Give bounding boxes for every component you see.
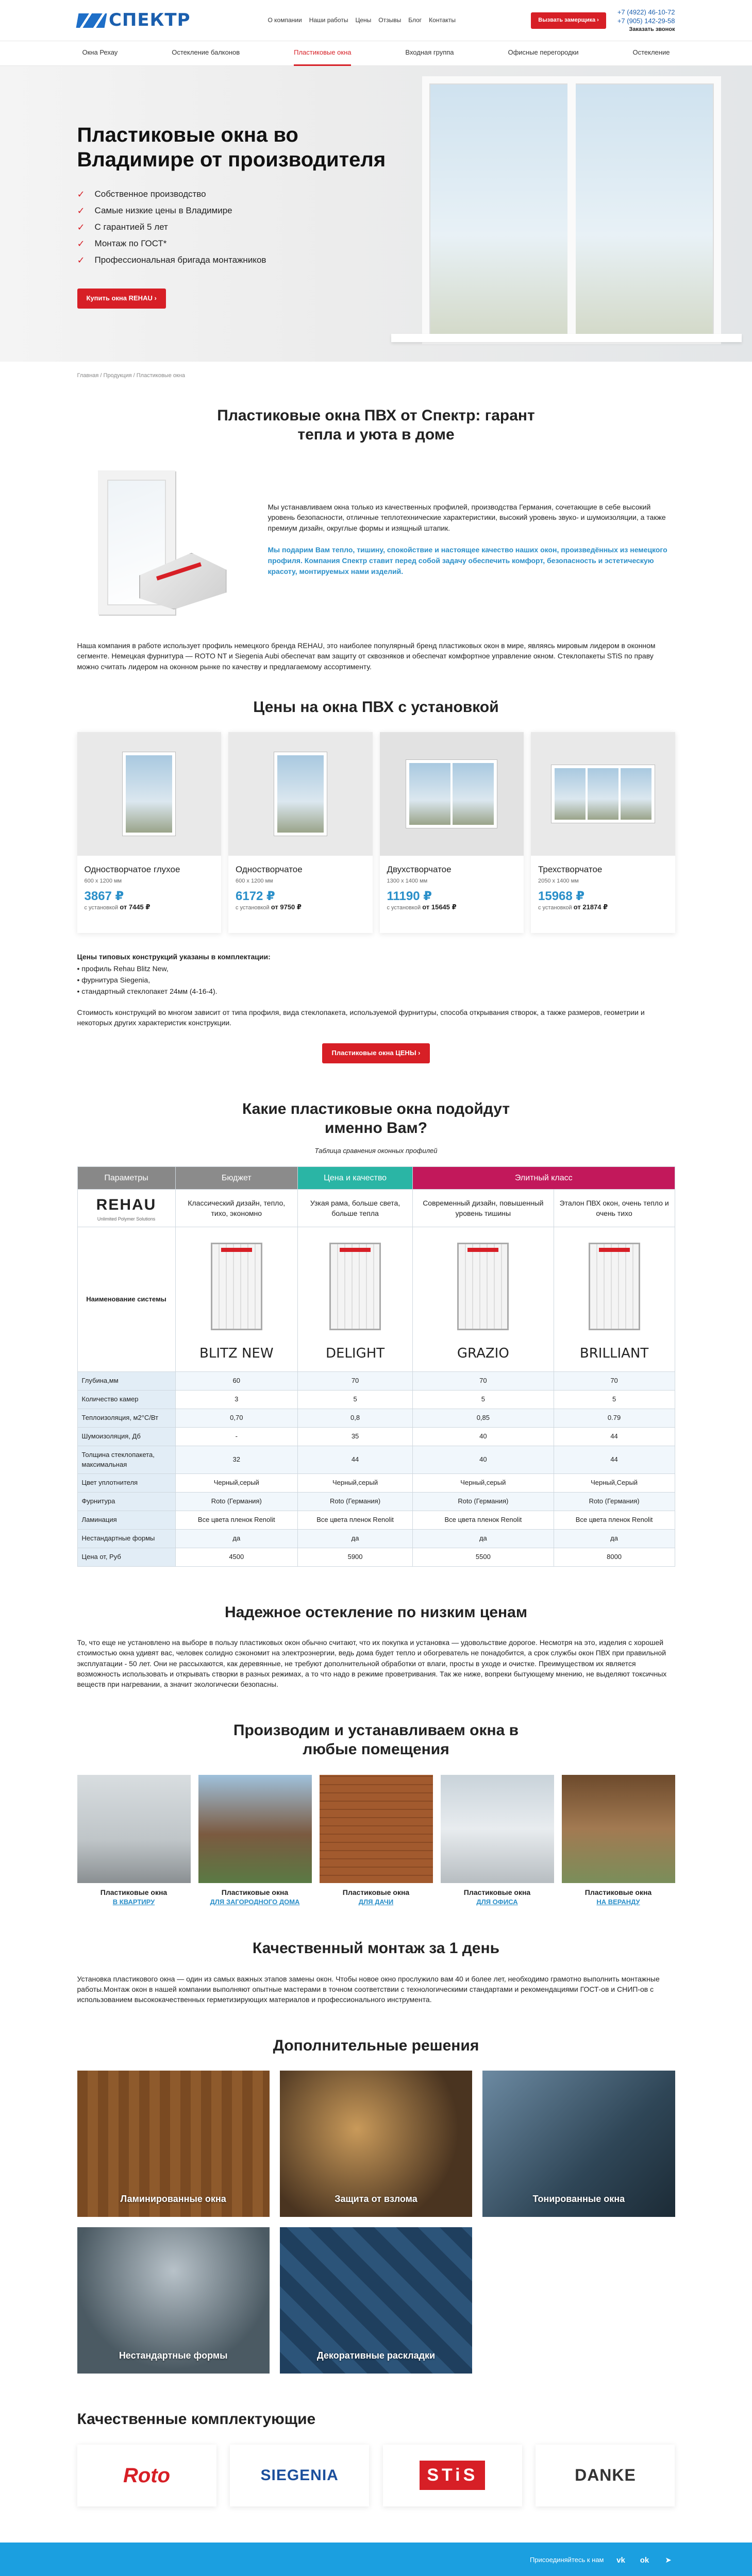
check-icon: ✓ [77,222,85,233]
arrow-right-icon: › [154,294,157,302]
compare-cell: 3 [175,1391,298,1409]
price-card-image [531,732,675,856]
compare-cell: Все цвета пленок Renolit [298,1511,413,1530]
compare-row-label: Глубина,мм [77,1372,175,1391]
social-bar [0,2543,752,2576]
intro-paragraph: Мы устанавливаем окна только из качественных профилей, производства Германия, сочетающие в себе высокий уровень безопасности, отличные теплотехнические характеристики, высокий уровень звуко- и шумоизоляции, а также премиум дизайн, округлые формы и изящный штапик. [268,502,666,532]
buy-rehau-button[interactable] [77,289,166,309]
logo-mark-icon [76,13,107,28]
compare-cell: да [175,1529,298,1548]
intro-brand-paragraph: Наша компания в работе использует профиль немецкого бренда REHAU, это наиболее популярный бренд пластиковых окон в мире, являясь мировым лидером в оконном сегменте. Немецкая фурнитура — ROTO NT и Siegenia Aubi обеспечат вам защиту от сквозняков и обеспечат комфортное управление окном. Стеклопакеты STiS по праву можно считать лидером на оконном рынке по качеству и предлагаемому ассортименту. [77,641,656,671]
room-card[interactable] [441,1775,554,1908]
compare-cell: 60 [175,1372,298,1391]
top-nav-works[interactable]: Наши работы [309,16,348,24]
price-card-install [236,903,365,912]
intro-highlight: Мы подарим Вам тепло, тишину, спокойствие и настоящее качество наших окон, произведённых из немецкого профиля. Компания Спектр ставит перед собой задачу обеспечить комфорт, безопасность и эстетическую красоту, монтируемых нами изделий. [268,545,667,575]
compare-row [77,1493,675,1511]
compare-cell: 0.79 [554,1409,675,1428]
price-card-install-label: с установкой [387,904,421,911]
price-card-install [538,903,668,912]
room-label: Пластиковые окна [100,1888,168,1896]
rooms-list [77,1775,675,1908]
compare-row-label: Количество камер [77,1391,175,1409]
compare-table [77,1166,675,1567]
compare-cell: 44 [554,1427,675,1446]
compare-row-label: Теплоизоляция, м2°С/Вт [77,1409,175,1428]
hero-window-sill [391,334,742,342]
brand-danke-logo: DANKE [575,2466,636,2485]
brand-siegenia[interactable] [230,2445,369,2506]
hero-banner [0,66,752,362]
compare-cell: Черный,Серый [554,1474,675,1493]
compare-cell: Roto (Германия) [175,1493,298,1511]
main-nav-plastic-windows[interactable]: Пластиковые окна [294,41,351,66]
header-phone-2[interactable]: +7 (905) 142-29-58 [617,16,675,25]
room-label: Пластиковые окна [584,1888,652,1896]
install-title: Качественный монтаж за 1 день [252,1940,500,1957]
check-icon: ✓ [77,189,85,199]
extras-title: Дополнительные решения [273,2037,479,2054]
compare-cell: 44 [298,1446,413,1474]
prices-button-label: Пластиковые окна ЦЕНЫ [331,1049,416,1057]
compare-title: Какие пластиковые окна подойдут именно Вам? [242,1100,510,1137]
hero-bullet-text: С гарантией 5 лет [94,222,168,232]
compare-subtitle: Таблица сравнения оконных профилей [314,1146,438,1155]
brand-roto-logo: Roto [123,2464,171,2487]
rehau-logo [77,1189,175,1227]
price-notes [77,952,675,1028]
price-notes-title: Цены типовых конструкций указаны в комплектации: [77,953,271,961]
top-nav-about[interactable]: О компании [268,16,302,24]
compare-head-mid: Цена и качество [298,1166,413,1189]
room-image [441,1775,554,1883]
room-image [562,1775,675,1883]
compare-row [77,1409,675,1428]
window-profile-image [77,460,247,630]
brand-danke[interactable] [536,2445,675,2506]
check-icon: ✓ [77,206,85,216]
room-link[interactable]: ДЛЯ ЗАГОРОДНОГО ДОМА [210,1898,300,1906]
brand-siegenia-logo: SIEGENIA [260,2466,339,2484]
breadcrumb: Главная / Продукция / Пластиковые окна [77,372,185,379]
call-measurer-label: Вызвать замерщика [538,17,596,24]
compare-cell: 44 [554,1446,675,1474]
price-card[interactable] [77,732,222,933]
compare-row [77,1548,675,1566]
price-card-install [85,903,214,912]
compare-row-label: Шумоизоляция, Дб [77,1427,175,1446]
extras-tile[interactable] [77,2071,270,2217]
system-cell [175,1227,298,1372]
compare-cell: 5 [554,1391,675,1409]
window-icon [123,752,175,836]
compare-cell: да [298,1529,413,1548]
price-card-name: Одностворчатое глухое [84,865,180,875]
main-nav-partitions[interactable]: Офисные перегородки [508,48,579,57]
price-card-size: 1300 х 1400 мм [387,877,428,884]
price-card-install-price: от 9750 ₽ [271,903,302,911]
system-cell [413,1227,554,1372]
hero-title: Пластиковые окна во Владимире от производителя [77,124,386,171]
compare-cell: 0,70 [175,1409,298,1428]
compare-cell: 35 [298,1427,413,1446]
room-image [320,1775,433,1883]
price-card-image [77,732,222,856]
glazing-text: То, что еще не установлено на выборе в пользу пластиковых окон обычно считают, что их покупка и установка — удовольствие дорогое. Несмотря на это, изделия с хорошей стоимостью окна удивят вас, человек солидно сэкономит на электроэнергии, ведь дома будет тепло и обогреватель не понадобится, а срок службы окон ПВХ при правильной эксплуатации - 50 лет. Они не рассыхаются, как деревянные, не требуют дополнительной обработки от влаги, просты в уходе и очистке. Преимуществом их является возможность использовать и открывать створки в разных режимах, а то что надо в режиме проветривания. Так же ниже, вопреки бытующему мнению, не выделяют токсичных веществ при нагревании, а значит экологически безопасны. [77,1638,667,1689]
compare-row [77,1511,675,1530]
compare-cell: да [554,1529,675,1548]
compare-head-elite: Элитный класс [413,1166,675,1189]
room-image [77,1775,191,1883]
compare-row-label: Нестандартные формы [77,1529,175,1548]
price-card-image [228,732,373,856]
check-icon: ✓ [77,239,85,249]
hero-bullet [77,221,675,234]
compare-cell: 40 [413,1427,554,1446]
room-link[interactable]: ДЛЯ ОФИСА [476,1898,518,1906]
compare-cell: 0,8 [298,1409,413,1428]
room-label: Пластиковые окна [463,1888,531,1896]
room-card[interactable] [320,1775,433,1908]
rooms-title: Производим и устанавливаем окна в любые помещения [233,1721,519,1758]
breadcrumb-products[interactable]: Продукция [103,372,132,379]
compare-cell: 32 [175,1446,298,1474]
rehau-logo-text: REHAU [96,1196,157,1213]
extras-empty [482,2227,675,2374]
compare-cell: Все цвета пленок Renolit [413,1511,554,1530]
extras-tile-label: Защита от взлома [335,2193,417,2204]
arrow-right-icon: › [418,1049,421,1057]
prices-button[interactable] [322,1043,429,1063]
price-note-cost: Стоимость конструкций во многом зависит от типа профиля, вида стеклопакета, используемой фурнитуры, способа открывания створок, а также размеров, геометрии и некоторых других характеристик конструкции. [77,1008,645,1027]
breadcrumb-current: Пластиковые окна [136,372,185,379]
main-nav-rehau[interactable]: Окна Рехау [82,48,118,57]
extras-tile[interactable] [77,2227,270,2374]
extras-tile[interactable] [482,2071,675,2217]
compare-row-label: Цвет уплотнителя [77,1474,175,1493]
compare-row [77,1372,675,1391]
extras-tile[interactable] [280,2071,472,2217]
compare-desc: Современный дизайн, повышенный уровень тишины [413,1189,554,1227]
room-card[interactable] [562,1775,675,1908]
compare-desc: Эталон ПВХ окон, очень тепло и очень тихо [554,1189,675,1227]
compare-cell: 8000 [554,1548,675,1566]
compare-row [77,1474,675,1493]
main-nav-glazing[interactable]: Остекление [632,48,670,57]
main-nav-balconies[interactable]: Остекление балконов [172,48,240,57]
call-measurer-button[interactable] [531,12,606,29]
compare-cell: - [175,1427,298,1446]
compare-row [77,1427,675,1446]
system-name: BRILLIANT [579,1345,649,1361]
extras-tile-label: Нестандартные формы [119,2350,228,2361]
logo[interactable] [77,8,191,33]
top-nav-reviews[interactable]: Отзывы [378,16,402,24]
prices-title: Цены на окна ПВХ с установкой [253,698,499,716]
hero-bullet-text: Собственное производство [94,189,206,199]
room-link[interactable]: ДЛЯ ДАЧИ [358,1898,394,1906]
price-card-price: 6172 ₽ [236,889,275,903]
header-contacts [617,8,675,33]
system-cell [298,1227,413,1372]
price-card-price: 11190 ₽ [387,889,432,903]
compare-row [77,1529,675,1548]
rehau-logo-sub: Unlimited Polymer Solutions [97,1216,156,1222]
compare-cell: Черный,серый [175,1474,298,1493]
intro-section [77,460,675,630]
header-phone-1[interactable]: +7 (4922) 46-10-72 [617,8,675,16]
extras-grid [77,2071,675,2374]
price-card[interactable] [531,732,675,933]
system-cell [554,1227,675,1372]
room-card[interactable] [198,1775,312,1908]
compare-cell: 70 [554,1372,675,1391]
header-callback-link[interactable]: Заказать звонок [629,26,675,32]
price-card-size: 2050 х 1400 мм [538,877,579,884]
system-name: GRAZIO [457,1345,509,1361]
price-card-install-label: с установкой [84,904,119,911]
price-card-name: Одностворчатое [236,865,303,875]
breadcrumb-home[interactable]: Главная [77,372,99,379]
compare-row [77,1446,675,1474]
hero-bullet [77,204,675,217]
hero-bullets [77,188,675,267]
price-card-name: Трехстворчатое [538,865,603,875]
extras-tile-label: Тонированные окна [532,2193,625,2204]
room-image [198,1775,312,1883]
price-note: • фурнитура Siegenia, [77,975,151,984]
compare-cell: 5900 [298,1548,413,1566]
intro-title: Пластиковые окна ПВХ от Спектр: гарант тепла и уюта в доме [217,406,535,444]
compare-cell: 70 [298,1372,413,1391]
compare-cell: 70 [413,1372,554,1391]
hero-bullet-text: Профессиональная бригада монтажников [94,255,266,265]
extras-tile-label: Декоративные раскладки [316,2350,436,2361]
odnoklassniki-icon[interactable]: ok [640,2555,649,2565]
brands-list [77,2445,675,2506]
hero-bullet-text: Самые низкие цены в Владимире [94,205,232,215]
compare-row [77,1391,675,1409]
hero-bullet [77,237,675,250]
glazing-title: Надежное остекление по низким ценам [224,1603,528,1621]
system-label: Наименование системы [77,1227,175,1372]
price-card-price: 3867 ₽ [84,889,124,903]
vk-icon[interactable]: vk [616,2555,625,2565]
window-icon [274,752,327,836]
extras-tile-label: Ламинированные окна [120,2193,226,2204]
hero-bullet-text: Монтаж по ГОСТ* [94,239,167,248]
price-card-image [380,732,524,856]
price-card-size: 600 х 1200 мм [236,877,273,884]
room-label: Пластиковые окна [342,1888,410,1896]
compare-head-budget: Бюджет [175,1166,298,1189]
hero-bullet [77,253,675,267]
compare-cell: Все цвета пленок Renolit [554,1511,675,1530]
price-card-install-price: от 21874 ₽ [573,903,608,911]
compare-row-label: Ламинация [77,1511,175,1530]
top-nav [268,16,531,25]
compare-cell: Roto (Германия) [554,1493,675,1511]
compare-cell: Черный,серый [298,1474,413,1493]
compare-cell: 5500 [413,1548,554,1566]
hero-bullet [77,188,675,201]
install-text: Установка пластикового окна — один из самых важных этапов замены окон. Чтобы новое окно прослужило вам 40 и более лет, необходимо грамотно выполнить монтажные работы.Монтаж окон в нашей компании выполняют опытные мастерами в точном соответствии с технологическими стандартами и рекомендациями ГОСТ-ов и СНИП-ов с использованием высококачественных герметизирующих материалов и профессионального инструмента. [77,1974,660,2004]
room-link[interactable]: НА ВЕРАНДУ [596,1898,640,1906]
profile-section-icon [457,1243,509,1330]
compare-cell: 5 [298,1391,413,1409]
profile-section-icon [211,1243,262,1330]
price-note: • стандартный стеклопакет 24мм (4-16-4). [77,987,218,996]
main-nav-entrance[interactable]: Входная группа [405,48,454,57]
main-nav [0,41,752,66]
top-header [0,0,752,41]
compare-head-params: Параметры [77,1166,175,1189]
compare-cell: 4500 [175,1548,298,1566]
window-icon [552,765,655,823]
top-nav-contacts[interactable]: Контакты [429,16,456,24]
compare-cell: Roto (Германия) [413,1493,554,1511]
social-text: Присоединяйтесь к нам [529,2556,604,2564]
brand-roto[interactable] [77,2445,216,2506]
price-card-install-price: от 15645 ₽ [422,903,457,911]
compare-row-label: Толщина стеклопакета, максимальная [77,1446,175,1474]
price-card-install [387,903,517,912]
price-cards [77,732,675,933]
system-name: BLITZ NEW [199,1345,274,1361]
check-icon: ✓ [77,255,85,266]
price-card-install-label: с установкой [236,904,270,911]
room-card[interactable] [77,1775,191,1908]
compare-cell: Черный,серый [413,1474,554,1493]
compare-cell: 0,85 [413,1409,554,1428]
logo-text: СПЕКТР [108,10,191,31]
extras-tile[interactable] [280,2227,472,2374]
compare-cell: 5 [413,1391,554,1409]
brand-stis-logo: STiS [420,2461,485,2490]
compare-cell: Все цвета пленок Renolit [175,1511,298,1530]
price-card[interactable] [228,732,373,933]
brand-stis[interactable] [383,2445,522,2506]
price-card-size: 600 х 1200 мм [84,877,122,884]
brands-title: Качественные комплектующие [77,2411,316,2428]
top-nav-blog[interactable]: Блог [408,16,422,24]
window-icon [406,760,497,828]
top-nav-prices[interactable]: Цены [355,16,372,24]
price-card-price: 15968 ₽ [538,889,585,903]
compare-cell: Roto (Германия) [298,1493,413,1511]
price-card[interactable] [380,732,524,933]
price-note: • профиль Rehau Blitz New, [77,964,169,973]
room-link[interactable]: В КВАРТИРУ [112,1898,155,1906]
compare-cell: 40 [413,1446,554,1474]
profile-section-icon [589,1243,640,1330]
price-card-install-label: с установкой [538,904,572,911]
room-label: Пластиковые окна [221,1888,289,1896]
arrow-right-icon: › [597,17,599,24]
compare-desc: Узкая рама, больше света, больше тепла [298,1189,413,1227]
compare-row-label: Цена от, Руб [77,1548,175,1566]
compare-cell: да [413,1529,554,1548]
compare-row-label: Фурнитура [77,1493,175,1511]
system-name: DELIGHT [325,1345,385,1361]
price-card-install-price: от 7445 ₽ [120,903,151,911]
compare-desc: Классический дизайн, тепло, тихо, экономно [175,1189,298,1227]
telegram-icon[interactable]: ➤ [665,2555,672,2565]
buy-rehau-label: Купить окна REHAU [86,294,153,302]
price-card-name: Двухстворчатое [387,865,452,875]
profile-section-icon [329,1243,381,1330]
